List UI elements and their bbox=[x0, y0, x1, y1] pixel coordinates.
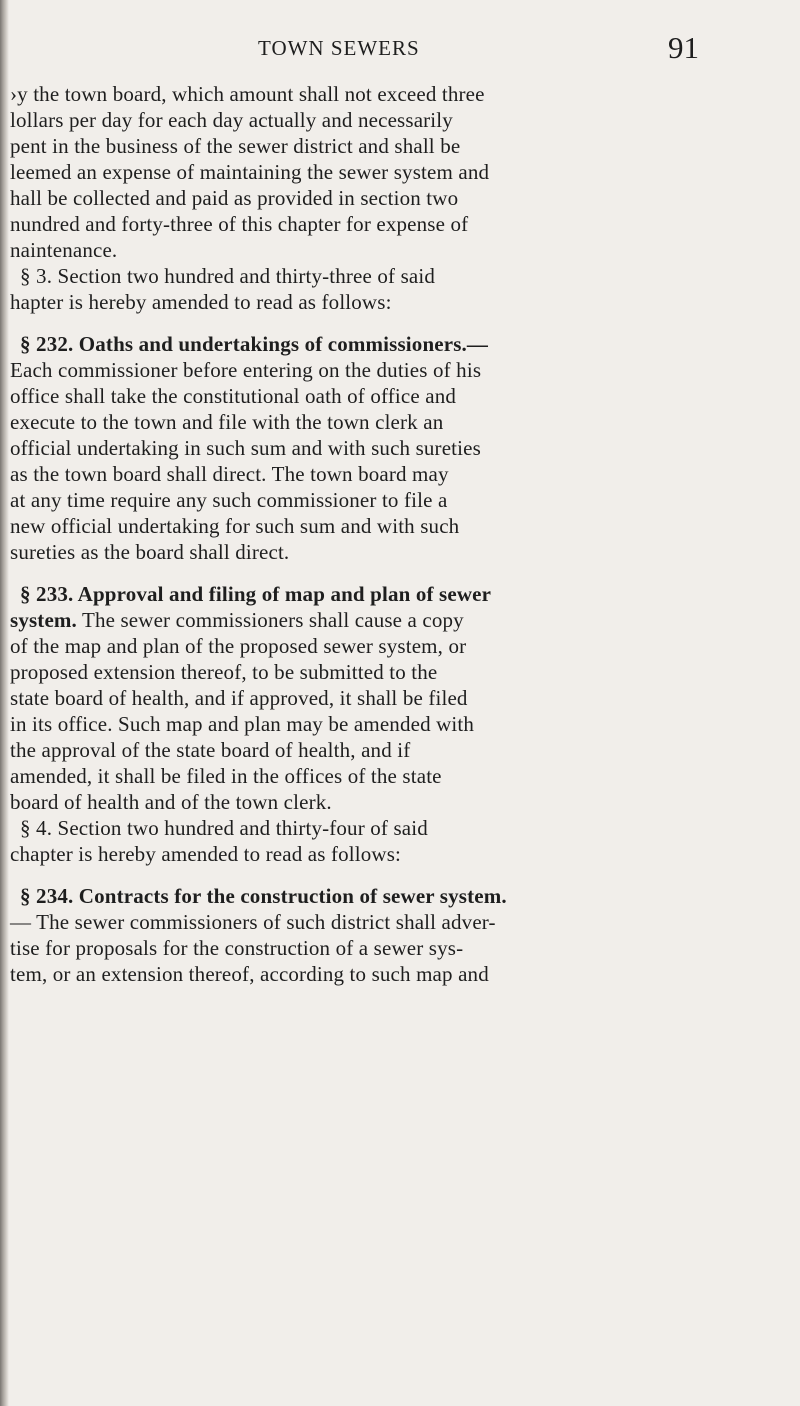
text-line: § 4. Section two hundred and thirty-four of said bbox=[20, 816, 428, 840]
text-line: hall be collected and paid as provided in section two bbox=[10, 186, 459, 210]
paragraph-gap bbox=[0, 315, 800, 331]
text-line: at any time require any such commissioner to file a bbox=[10, 488, 448, 512]
text-run: The sewer commissioners shall cause a copy bbox=[76, 608, 464, 632]
paragraph-gap bbox=[0, 565, 800, 581]
text-line: — The sewer commissioners of such district shall adver- bbox=[10, 910, 496, 934]
section-heading: § 233. Approval and filing of map and plan of sewer bbox=[20, 582, 492, 606]
text-line: tise for proposals for the construction of a sewer sys- bbox=[10, 936, 464, 960]
body-text bbox=[0, 81, 800, 987]
text-line: board of health and of the town clerk. bbox=[10, 790, 332, 814]
text-line: leemed an expense of maintaining the sewer system and bbox=[10, 160, 490, 184]
page-number: 91 bbox=[668, 30, 699, 65]
text-line: Each commissioner before entering on the duties of his bbox=[10, 358, 482, 382]
text-line: proposed extension thereof, to be submitted to the bbox=[10, 660, 438, 684]
text-line: tem, or an extension thereof, according to such map and bbox=[10, 962, 489, 986]
text-line: execute to the town and file with the town clerk an bbox=[10, 410, 444, 434]
text-line: new official undertaking for such sum and with such bbox=[10, 514, 460, 538]
text-line bbox=[0, 607, 800, 633]
running-header bbox=[0, 30, 800, 70]
text-line: sureties as the board shall direct. bbox=[10, 540, 290, 564]
section-heading-end: system. bbox=[10, 608, 77, 632]
text-line: chapter is hereby amended to read as follows: bbox=[10, 842, 402, 866]
text-line: nundred and forty-three of this chapter for expense of bbox=[10, 212, 469, 236]
text-line: office shall take the constitutional oath of office and bbox=[10, 384, 456, 408]
paragraph-gap bbox=[0, 867, 800, 883]
text-line: official undertaking in such sum and with such sureties bbox=[10, 436, 481, 460]
text-line: in its office. Such map and plan may be amended with bbox=[10, 712, 475, 736]
text-line: the approval of the state board of health, and if bbox=[10, 738, 411, 762]
text-line: lollars per day for each day actually and necessarily bbox=[10, 108, 453, 132]
text-line: § 3. Section two hundred and thirty-three of said bbox=[20, 264, 436, 288]
text-line: pent in the business of the sewer district and shall be bbox=[10, 134, 461, 158]
text-line: naintenance. bbox=[10, 238, 118, 262]
running-title: TOWN SEWERS bbox=[258, 36, 420, 60]
text-line: of the map and plan of the proposed sewer system, or bbox=[10, 634, 467, 658]
section-heading: § 234. Contracts for the construction of sewer system. bbox=[20, 884, 507, 908]
text-line: hapter is hereby amended to read as follows: bbox=[10, 290, 392, 314]
section-heading: § 232. Oaths and undertakings of commissioners.— bbox=[20, 332, 489, 356]
text-line: ›y the town board, which amount shall not exceed three bbox=[10, 82, 485, 106]
text-line: state board of health, and if approved, it shall be filed bbox=[10, 686, 468, 710]
text-line: as the town board shall direct. The town board may bbox=[10, 462, 449, 486]
text-line: amended, it shall be filed in the offices of the state bbox=[10, 764, 442, 788]
